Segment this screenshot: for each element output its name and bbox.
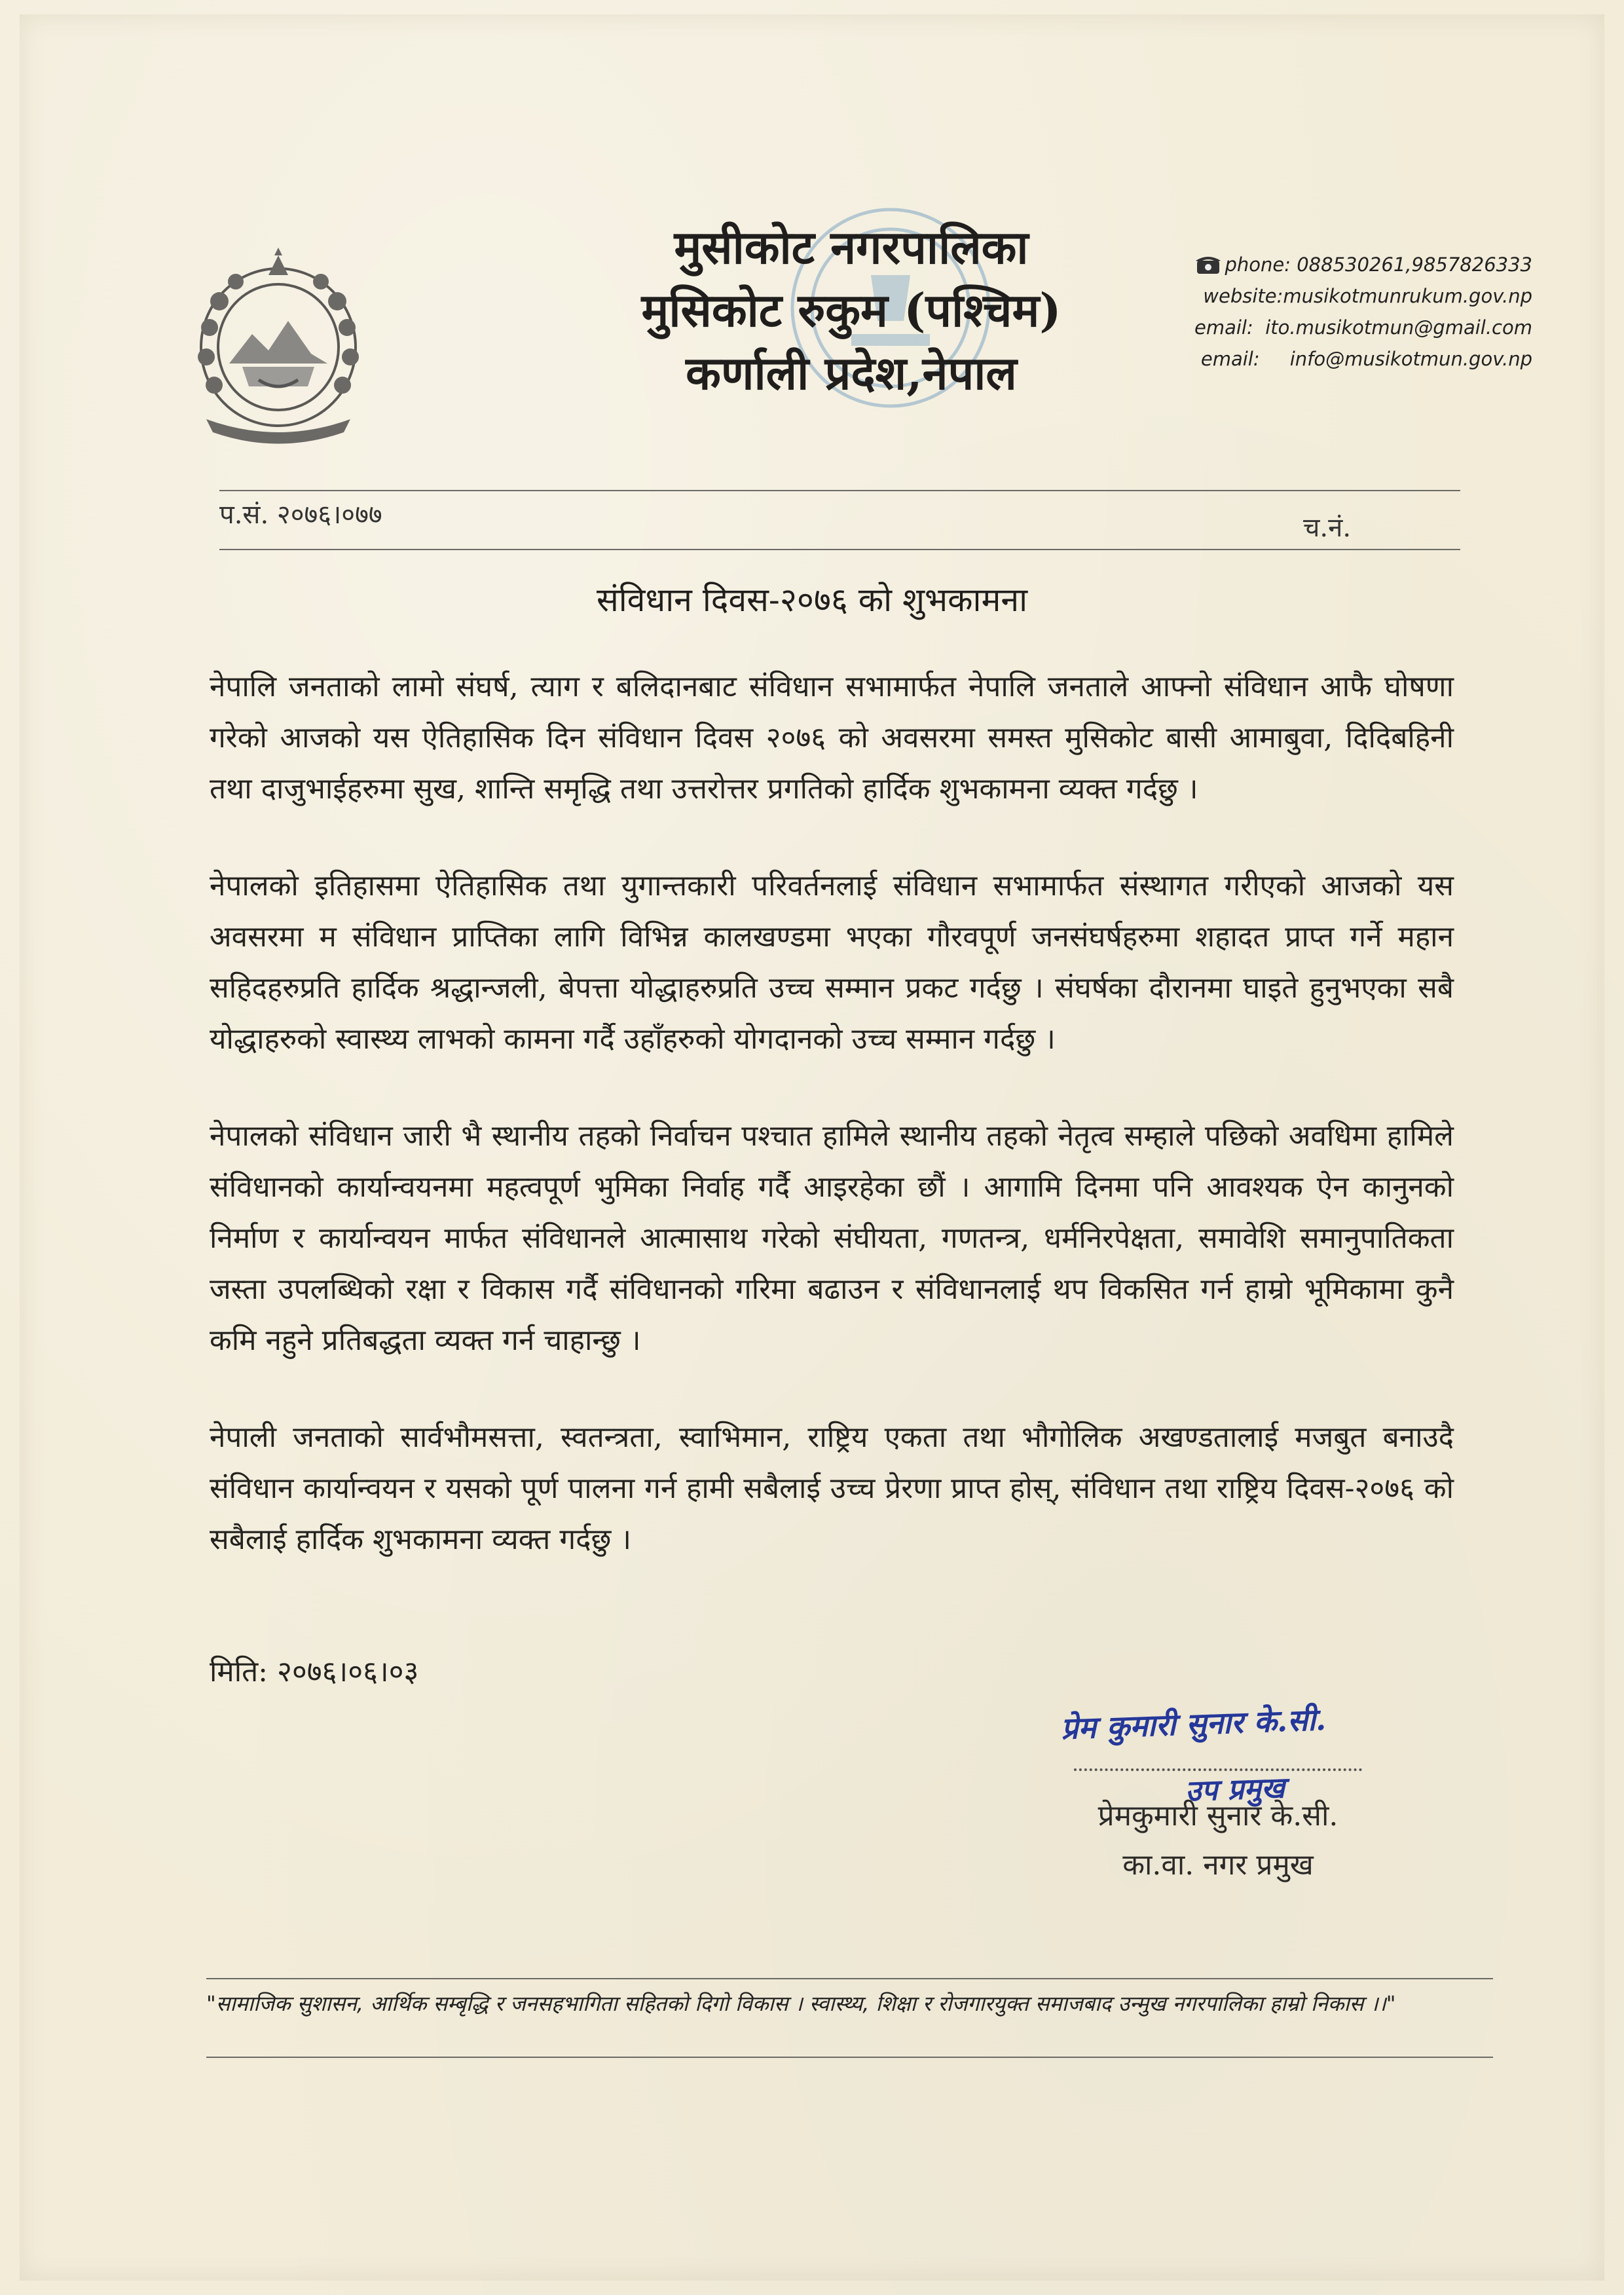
org-line-province: कर्णाली प्रदेश,नेपाल bbox=[686, 346, 1017, 400]
email-label: email: bbox=[1194, 316, 1253, 339]
signatory-title: का.वा. नगर प्रमुख bbox=[1122, 1848, 1314, 1882]
letter-number: प.सं. २०७६।०७७ bbox=[219, 500, 382, 530]
email-label: email: bbox=[1200, 348, 1260, 370]
footer-rule-top bbox=[206, 1978, 1493, 1979]
body-paragraph: नेपालि जनताको लामो संघर्ष, त्याग र बलिदानबाट संविधान सभामार्फत नेपालि जनताले आफ्नो संविधान आफै घोषणा गरेको आजको यस ऐतिहासिक दिन संविधान दिवस २०७६ को अवसरमा समस्त मुसिकोट बासी आमाबुवा, दिदिबहिनी तथा दाजुभाईहरुमा सुख, शान्ति समृद्धि तथा उत्तरोत्तर प्रगतिको हार्दिक शुभकामना व्यक्त गर्दछु । bbox=[210, 670, 1454, 806]
contact-phone bbox=[1113, 249, 1532, 280]
contact-info bbox=[1113, 249, 1532, 375]
org-line-municipality: मुसीकोट नगरपालिका bbox=[674, 220, 1029, 274]
signatory-name: प्रेमकुमारी सुनार के.सी. bbox=[1098, 1799, 1338, 1833]
nepal-emblem-icon bbox=[180, 229, 377, 445]
contact-email-2 bbox=[1113, 343, 1532, 375]
email-value: info@musikotmun.gov.np bbox=[1289, 348, 1532, 370]
signature-ink-name: प्रेम कुमारी सुनार के.सी. bbox=[1060, 1701, 1327, 1747]
email-value: ito.musikotmun@gmail.com bbox=[1265, 316, 1532, 339]
contact-website: website:musikotmunrukum.gov.np bbox=[1203, 285, 1532, 307]
signature-ink-title: उप प्रमुख bbox=[1185, 1771, 1285, 1808]
body-paragraph: नेपाली जनताको सार्वभौमसत्ता, स्वतन्त्रता, स्वाभिमान, राष्ट्रिय एकता तथा भौगोलिक अखण्डतालाई मजबुत बनाउदै संविधान कार्यान्वयन र यसको पूर्ण पालना गर्न हामी सबैलाई उच्च प्रेरणा प्राप्त होस्, संविधान तथा राष्ट्रिय दिवस-२०७६ को सबैलाई हार्दिक शुभकामना व्यक्त गर्दछु । bbox=[210, 1421, 1454, 1556]
letter-subject: संविधान दिवस-२०७६ को शुभकामना bbox=[596, 581, 1028, 619]
letter-body bbox=[210, 662, 1454, 1611]
org-line-district: मुसिकोट रुकुम (पश्चिम) bbox=[641, 283, 1061, 337]
dispatch-number: च.नं. bbox=[1303, 513, 1352, 543]
phone-text: phone: 088530261,9857826333 bbox=[1225, 253, 1532, 276]
organization-name bbox=[563, 216, 1139, 405]
header-rule-top bbox=[219, 490, 1460, 491]
body-paragraph: नेपालको संविधान जारी भै स्थानीय तहको निर्वाचन पश्चात हामिले स्थानीय तहको नेतृत्व सम्हाले पछिको अवधिमा हामिले संविधानको कार्यान्वयनमा महत्वपूर्ण भुमिका निर्वाह गर्दै आइरहेका छौं । आगामि दिनमा पनि आवश्यक ऐन कानुनको निर्माण र कार्यान्वयन मार्फत संविधानले आत्मासाथ गरेको संघीयता, गणतन्त्र, धर्मनिरपेक्षता, समावेशि समानुपातिकता जस्ता उपलब्धिको रक्षा र विकास गर्दै संविधानको गरिमा बढाउन र संविधानलाई थप विकसित गर्न हाम्रो भूमिकामा कुनै कमि नहुने प्रतिबद्धता व्यक्त गर्न चाहान्छु । bbox=[210, 1119, 1454, 1357]
footer-rule-bottom bbox=[206, 2057, 1493, 2058]
letter-date: मिति: २०७६।०६।०३ bbox=[210, 1655, 419, 1689]
body-paragraph: नेपालको इतिहासमा ऐतिहासिक तथा युगान्तकारी परिवर्तनलाई संविधान सभामार्फत संस्थागत गरीएको आजको यस अवसरमा म संविधान प्राप्तिका लागि विभिन्न कालखण्डमा भएका गौरवपूर्ण जनसंघर्षहरुमा शहादत प्राप्त गर्ने महान सहिदहरुप्रति हार्दिक श्रद्धान्जली, बेपत्ता योद्धाहरुप्रति उच्च सम्मान प्रकट गर्दछु । संघर्षका दौरानमा घाइते हुनुभएका सबै योद्धाहरुको स्वास्थ्य लाभको कामना गर्दै उहाँहरुको योगदानको उच्च सम्मान गर्दछु । bbox=[210, 869, 1454, 1056]
footer-motto: "सामाजिक सुशासन, आर्थिक सम्बृद्धि र जनसहभागिता सहितको दिगो विकास । स्वास्थ्य, शिक्षा र रोजगारयुक्त समाजबाद उन्मुख नगरपालिका हाम्रो निकास ।।" bbox=[206, 1991, 1396, 2016]
contact-email-1 bbox=[1113, 312, 1532, 343]
header-rule-bottom bbox=[219, 549, 1460, 550]
phone-icon bbox=[1194, 253, 1222, 275]
